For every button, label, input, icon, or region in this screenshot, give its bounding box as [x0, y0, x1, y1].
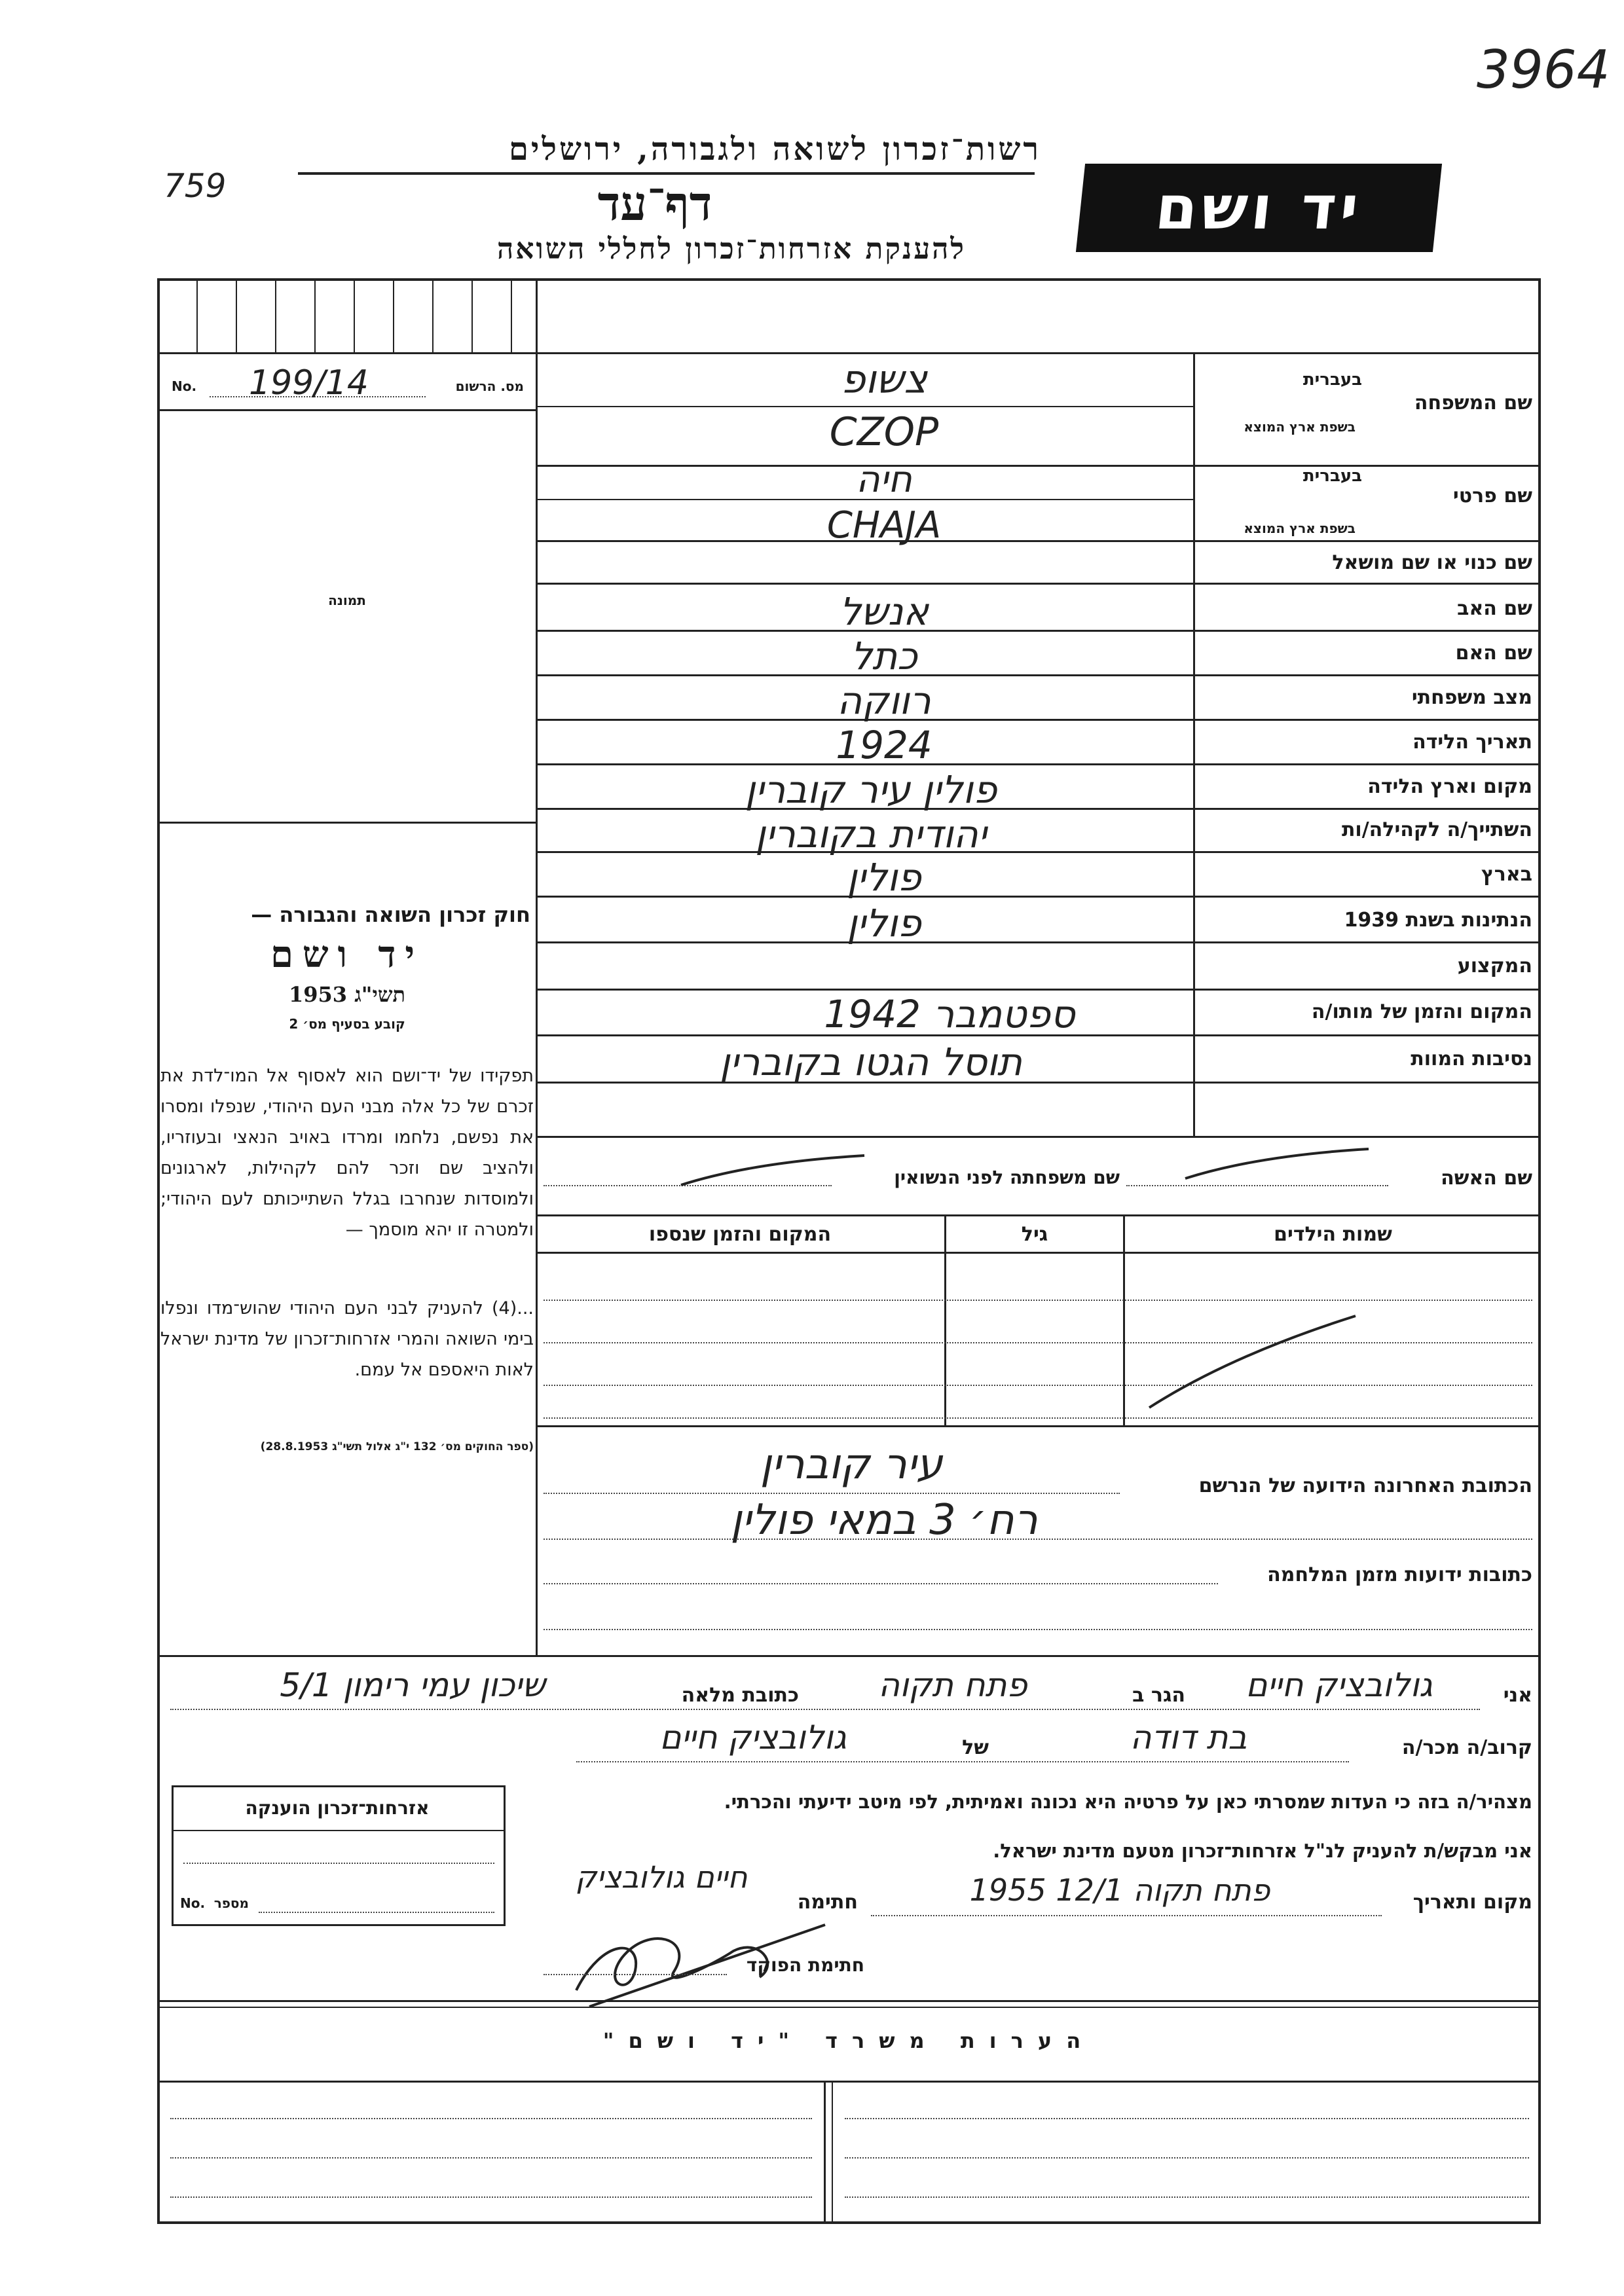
declarant-full-address-label: כתובת מלאה — [681, 1684, 799, 1707]
country-label: בארץ — [1481, 863, 1532, 886]
place-date-label: מקום ותאריך — [1412, 1891, 1532, 1914]
law-paragraph-2: ...(4) להעניק לבני העם היהודי שהוש־מדו ונפלו בימי השואה והמרי אזרחות־זכרון של מדינת ישראל לאות היאספם אל עמם. — [160, 1298, 534, 1380]
officer-signature-label: חתימת הפוקד — [746, 1954, 864, 1976]
birth-date-label: תאריך הלידה — [1412, 731, 1532, 754]
citizenship-no-label: No. — [180, 1895, 206, 1911]
community-label: השתייך/ה לקהילה/ות — [1341, 818, 1532, 841]
law-title: חוק זכרון השואה והגבורה — — [251, 902, 530, 927]
relative-relation: בת דודה — [1130, 1719, 1247, 1757]
family-name-label: שם המשפחה — [1414, 392, 1532, 414]
last-address-value-line2: רח׳ 3 במאי פולין — [730, 1496, 1038, 1544]
law-name: יד ושם — [270, 933, 424, 976]
office-notes-title: הערות משרד "יד ושם" — [602, 2028, 1096, 2053]
marital-status-label: מצב משפחתי — [1411, 686, 1532, 709]
declarant-full-address: שיכון עמי רימון 5/1 — [280, 1666, 545, 1704]
children-names-header: שמות הילדים — [1274, 1223, 1392, 1246]
mother-name-value: כתל — [851, 634, 917, 678]
yad-vashem-logo — [1076, 164, 1442, 252]
father-name-value: אנשל — [839, 589, 929, 634]
citizenship-1939-label: הנתינות בשנת 1939 — [1344, 909, 1532, 932]
nickname-label: שם כנוי או שם מושאל — [1332, 551, 1532, 574]
page-title: דף־עד — [597, 175, 712, 231]
law-source: (ספר החוקים מס׳ 132 י"ג אלול תשי"ג 28.8.1953) — [260, 1440, 534, 1453]
relative-of-name: גולובציק חיים — [659, 1719, 847, 1757]
citizenship-number-label: מספר — [213, 1895, 249, 1911]
wife-maiden-name-label: שם משפחתה לפני הנשואין — [894, 1167, 1120, 1188]
first-name-origin-label: בשפת ארץ המוצא — [1244, 520, 1356, 536]
children-age-header: גיל — [1021, 1223, 1048, 1246]
relative-label: קרוב/ה מכר/ה — [1401, 1736, 1532, 1759]
citizenship-granted-title: אזרחות־זכרון הוענקה — [245, 1797, 430, 1819]
declarant-city: פתח תקוה — [878, 1666, 1027, 1704]
death-place-time-label: המקום והזמן של מותו/ה — [1311, 1000, 1532, 1023]
family-name-origin: CZOP — [829, 409, 939, 455]
declarant-signature: חיים גולובציק — [575, 1859, 748, 1895]
first-name-hebrew-label: בעברית — [1302, 466, 1362, 486]
authority-title: רשות־זכרון לשואה ולגבורה, ירושלים — [508, 131, 1041, 168]
registration-label: מס. הרשום — [455, 378, 524, 394]
registration-value: 199/14 — [249, 363, 369, 403]
archive-number: 759 — [164, 167, 227, 205]
family-name-hebrew-label: בעברית — [1302, 370, 1362, 390]
page-subtitle: להענקת אזרחות־זכרון לחללי השואה — [496, 232, 966, 266]
last-address-label: הכתובת האחרונה הידועה של הנרשם — [1198, 1474, 1532, 1497]
declarant-name: גולובציק חיים — [1246, 1666, 1433, 1704]
request-text: אני מבקש/ת להעניק לנ"ל אזרחות־זכרון מטעם מדינת ישראל. — [993, 1840, 1532, 1862]
birth-place-label: מקום וארץ הלידה — [1367, 775, 1532, 798]
death-circumstances-label: נסיבות המוות — [1411, 1048, 1532, 1070]
photo-label: תמונה — [328, 592, 366, 608]
wartime-address-label: כתובות ידועות מזמן המלחמה — [1267, 1563, 1532, 1586]
death-circumstances-value: תוסל הגטו בקוברין — [719, 1040, 1023, 1084]
death-place-time-value: ספטמבר 1942 — [824, 992, 1075, 1036]
father-name-label: שם האב — [1457, 597, 1532, 620]
declarant-i-label: אני — [1503, 1684, 1532, 1707]
registration-no-label: No. — [172, 378, 197, 394]
family-name-origin-label: בשפת ארץ המוצא — [1244, 419, 1356, 435]
first-name-hebrew: חיה — [856, 458, 912, 501]
first-name-origin: CHAJA — [826, 504, 942, 547]
law-clause: קובע בסעיף מס׳ 2 — [289, 1016, 405, 1032]
citizenship-1939-value: פולין — [847, 901, 921, 945]
wife-name-label: שם האשה — [1441, 1167, 1532, 1190]
law-year: תשי"ג 1953 — [289, 982, 405, 1007]
wife-maiden-strike-mark — [674, 1146, 871, 1198]
country-value: פולין — [847, 855, 921, 900]
law-paragraph-1: תפקידו של יד־ושם הוא לאסוף אל המו־לדת את זכרם של כל אלה מבני העם היהודי, שנפלו ומסרו את נפשם, נלחמו ומרדו באויב הנאצי ובעוזריו, ולהציב שם וזכר להם לקהילות, לארגונים ולמוסדות שנחרבו בגלל השתייכותם לעם היהודי; ולמטרה זו יהא מוסמך — — [160, 1066, 534, 1240]
last-address-value-line1: עיר קוברין — [760, 1440, 943, 1489]
mother-name-label: שם האם — [1455, 642, 1532, 665]
community-value: יהודית בקוברין — [755, 812, 987, 856]
first-name-label: שם פרטי — [1452, 484, 1532, 507]
logo-text: יד ושם — [1152, 173, 1366, 243]
relative-of-label: של — [962, 1736, 989, 1759]
birth-date-value: 1924 — [836, 723, 932, 767]
signature-label: חתימה — [797, 1891, 858, 1914]
declarant-residing-label: הגר ב — [1132, 1684, 1185, 1707]
wife-strike-mark — [1179, 1139, 1375, 1192]
profession-label: המקצוע — [1457, 955, 1532, 977]
marital-status-value: רווקה — [837, 678, 931, 723]
place-date-value: פתח תקוה 12/1 1955 — [969, 1872, 1270, 1908]
declaration-text: מצהיר/ה בזה כי העדות שמסרתי כאן על פרטיה היא נכונה ואמיתית, לפי מיטב ידיעתי והכרתי. — [724, 1791, 1532, 1813]
children-death-header: המקום והזמן שנספו — [648, 1223, 832, 1246]
birth-place-value: פולין עיר קוברין — [745, 767, 997, 812]
children-strike-mark — [1139, 1309, 1362, 1414]
family-name-hebrew: צשופ — [841, 357, 927, 403]
page-number: 3964 — [1477, 39, 1610, 100]
